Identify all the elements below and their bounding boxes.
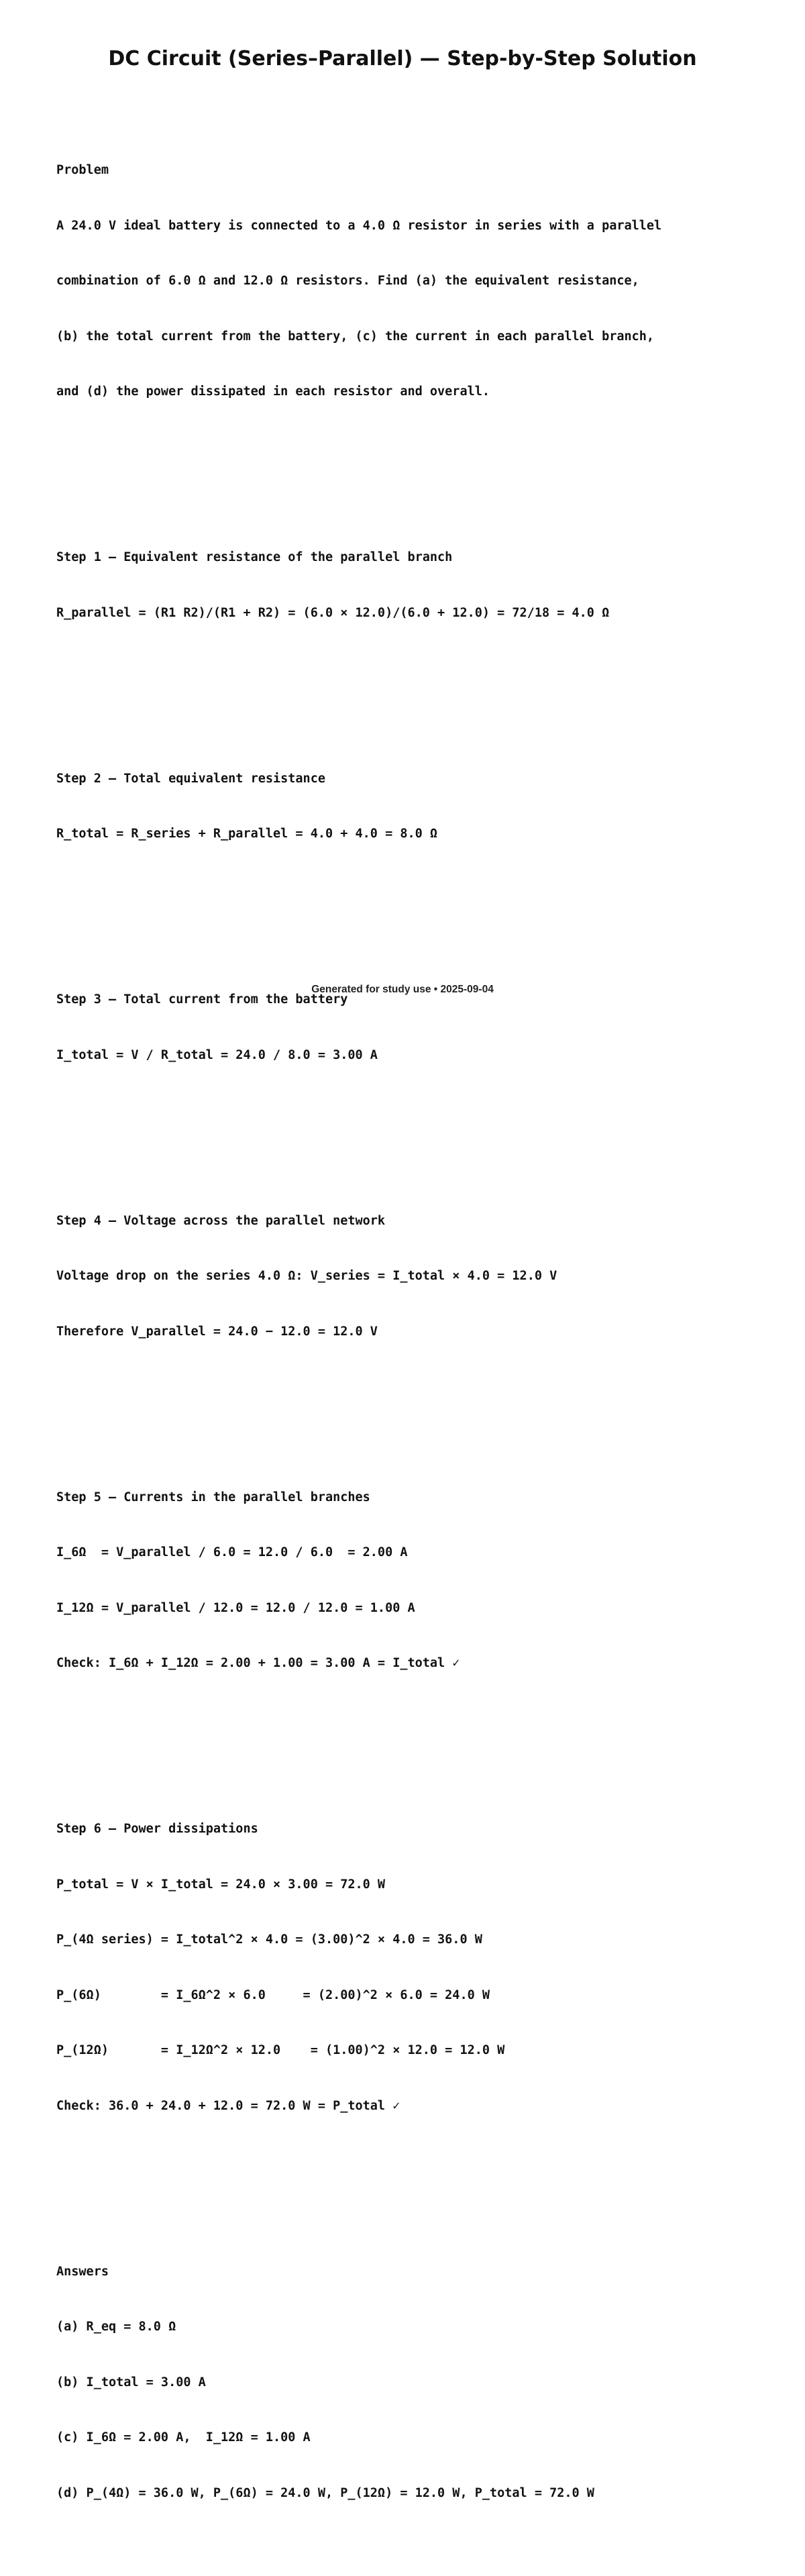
text-line: (b) the total current from the battery, (c) the current in each parallel branch, xyxy=(56,329,655,344)
equation-line: R_parallel = (R1 R2)/(R1 + R2) = (6.0 × 12.0)/(6.0 + 12.0) = 72/18 = 4.0 Ω xyxy=(56,605,610,620)
section-heading: Step 4 – Voltage across the parallel network xyxy=(56,1213,386,1228)
check-line: Check: 36.0 + 24.0 + 12.0 = 72.0 W = P_total ✓ xyxy=(56,2098,400,2113)
page-title: DC Circuit (Series–Parallel) — Step-by-Step Solution xyxy=(108,47,697,70)
step-5-section xyxy=(56,1451,781,1710)
equation-line: R_total = R_series + R_parallel = 4.0 + 4.0 = 8.0 Ω xyxy=(56,827,438,841)
equation-line: I_total = V / R_total = 24.0 / 8.0 = 3.00 A xyxy=(56,1047,378,1062)
section-heading: Step 5 – Currents in the parallel branches xyxy=(56,1490,370,1504)
equation-line: P_total = V × I_total = 24.0 × 3.00 = 72.0 W xyxy=(56,1877,386,1892)
text-line: and (d) the power dissipated in each resistor and overall. xyxy=(56,384,490,399)
check-line: Check: I_6Ω + I_12Ω = 2.00 + 1.00 = 3.00 A = I_total ✓ xyxy=(56,1656,460,1670)
text-line: A 24.0 V ideal battery is connected to a 4.0 Ω resistor in series with a parallel xyxy=(56,218,662,233)
solution-body xyxy=(56,87,781,2576)
answers-section xyxy=(56,2226,781,2540)
equation-line: Therefore V_parallel = 24.0 − 12.0 = 12.0 V xyxy=(56,1324,378,1339)
equation-line: I_6Ω = V_parallel / 6.0 = 12.0 / 6.0 = 2.00 A xyxy=(56,1545,408,1559)
equation-line: Voltage drop on the series 4.0 Ω: V_series = I_total × 4.0 = 12.0 V xyxy=(56,1269,557,1283)
equation-line: P_(6Ω) = I_6Ω^2 × 6.0 = (2.00)^2 × 6.0 = 24.0 W xyxy=(56,1988,490,2002)
section-heading: Answers xyxy=(56,2264,109,2279)
text-line: combination of 6.0 Ω and 12.0 Ω resistors. Find (a) the equivalent resistance, xyxy=(56,274,639,288)
step-2-section xyxy=(56,733,781,880)
step-1-section xyxy=(56,511,781,659)
section-heading: Problem xyxy=(56,163,109,177)
section-heading: Step 2 – Total equivalent resistance xyxy=(56,771,325,786)
equation-line: P_(4Ω series) = I_total^2 × 4.0 = (3.00)^2 × 4.0 = 36.0 W xyxy=(56,1933,482,1947)
step-6-section xyxy=(56,1783,781,2152)
equation-line: P_(12Ω) = I_12Ω^2 × 12.0 = (1.00)^2 × 12.0 = 12.0 W xyxy=(56,2043,505,2057)
answer-line: (c) I_6Ω = 2.00 A, I_12Ω = 1.00 A xyxy=(56,2430,311,2444)
section-heading: Step 1 – Equivalent resistance of the parallel branch xyxy=(56,550,453,564)
answer-line: (d) P_(4Ω) = 36.0 W, P_(6Ω) = 24.0 W, P_(12Ω) = 12.0 W, P_total = 72.0 W xyxy=(56,2485,594,2500)
section-heading: Step 3 – Total current from the battery xyxy=(56,992,348,1007)
answer-line: (b) I_total = 3.00 A xyxy=(56,2375,206,2389)
equation-line: I_12Ω = V_parallel / 12.0 = 12.0 / 12.0 = 1.00 A xyxy=(56,1600,415,1615)
step-4-section xyxy=(56,1175,781,1378)
step-3-section xyxy=(56,954,781,1101)
problem-section xyxy=(56,124,781,438)
answer-line: (a) R_eq = 8.0 Ω xyxy=(56,2320,176,2334)
section-heading: Step 6 – Power dissipations xyxy=(56,1822,258,1836)
footer-note: Generated for study use • 2025-09-04 xyxy=(311,984,494,995)
